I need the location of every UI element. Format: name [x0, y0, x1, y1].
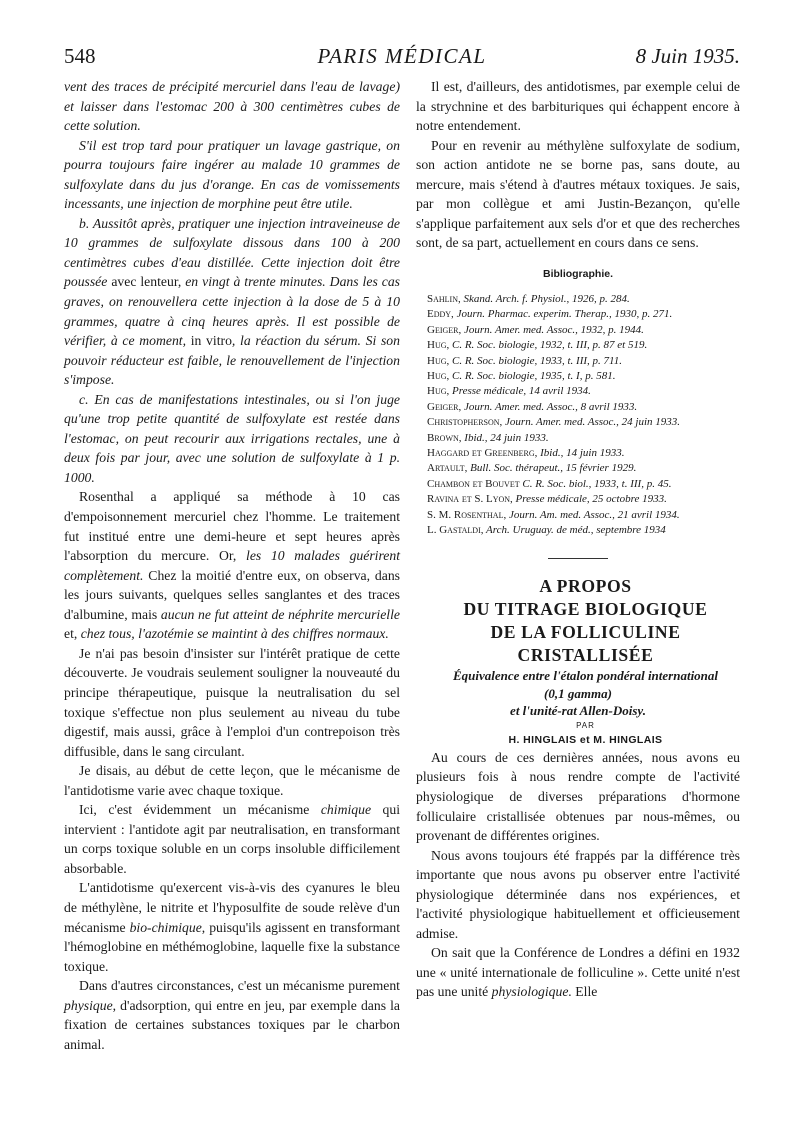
text-span: chimique — [320, 802, 372, 818]
bibliography-entry — [416, 400, 740, 415]
page-number: 548 — [64, 44, 96, 68]
reference-source: Journ. Amer. med. Assoc., 1932, p. 1944. — [461, 323, 644, 336]
text-span: On sait que la Conférence de Londres a défini en 1932 une « unité internationale de folliculine ». Cette unité n'est pas une unité — [416, 945, 740, 1000]
journal-title: PARIS MÉDICAL — [317, 44, 487, 68]
reference-source: Journ. Amer. med. Assoc., 8 avril 1933. — [461, 400, 638, 413]
bibliography-title: Bibliographie. — [542, 267, 613, 280]
reference-source: Arch. Uruguay. de méd., septembre 1934 — [483, 524, 666, 537]
text-span: qui intervient : l'antidote agit par neutralisation, en transformant un corps toxique soluble en un corps insoluble difficilement absorbable. — [64, 802, 401, 876]
subtitle-line: et l'unité-rat Allen-Doisy. — [510, 703, 646, 719]
text-span: , puisqu'ils agissent en transformant l'hémoglobine en méthémoglobine, laquelle fixe la substance toxique. — [64, 919, 400, 974]
bibliography-entry — [416, 523, 740, 538]
text-span: avec lenteur, — [107, 274, 186, 290]
reference-author: L. Gastaldi, — [427, 524, 484, 537]
article-title-line: A PROPOS — [539, 576, 632, 597]
paragraph: Nous avons toujours été frappés par la différence très importante que nous avons pu observer entre l'activité physiologique déterminée dans nos expériences, et l'activité physiologique habituellement et officieusement admise. — [416, 847, 740, 941]
bibliography-entry — [416, 369, 740, 384]
reference-source: C. R. Soc. biologie, 1935, t. I, p. 581. — [449, 369, 616, 382]
reference-author: Hug, — [427, 369, 450, 382]
section-divider — [548, 558, 608, 559]
bibliography-entry — [416, 384, 740, 399]
text-span: , la réaction du sérum. Si son pouvoir réducteur est faible, le renouvellement de l'injection s'impose. — [64, 333, 400, 388]
reference-source: Journ. Amer. med. Assoc., 24 juin 1933. — [502, 416, 681, 429]
paragraph: Il est, d'ailleurs, des antidotismes, par exemple celui de la strychnine et des barbituriques qui échappent encore à notre entendement. — [416, 79, 740, 134]
right-column — [416, 77, 740, 1002]
text-span: Ici, c'est évidemment un mécanisme — [79, 802, 321, 818]
reference-source: Presse médicale, 25 octobre 1933. — [512, 493, 667, 506]
paragraph — [64, 800, 400, 878]
reference-source: Ibid., 24 juin 1933. — [461, 431, 549, 444]
reference-author: Eddy, — [427, 308, 454, 321]
text-span: et, — [64, 626, 81, 642]
text-span: en vingt à trente minutes. Dans les cas graves, on renouvellera cette injection à la dose de 5 à 10 grammes, quatre à cinq heures après. Il est possible de vérifier, à ce moment, — [64, 274, 400, 349]
paragraph: Je disais, au début de cette leçon, que le mécanisme de l'antidotisme varie avec chaque toxique. — [64, 763, 400, 798]
paragraph: S'il est trop tard pour pratiquer un lavage gastrique, on pourra toujours faire ingérer au malade 10 grammes de sulfoxylate dans du jus d'orange. En cas de vomissements incessants, une injection de morphine peut être utile. — [64, 137, 400, 212]
reference-author: S. M. Rosenthal, — [427, 508, 507, 521]
bibliography-entry — [416, 431, 740, 446]
bibliography-entry — [416, 492, 740, 507]
bibliography-entry — [416, 338, 740, 353]
paragraph: vent des traces de précipité mercuriel dans l'eau de lavage) et laisser dans l'estomac 200 à 300 centimètres cubes de cette solution. — [64, 79, 400, 134]
reference-author: Artault, — [427, 462, 468, 475]
paragraph — [64, 976, 400, 1054]
paragraph — [416, 943, 740, 1002]
reference-source: Skand. Arch. f. Physiol., 1926, p. 284. — [460, 292, 630, 305]
paragraph: Je n'ai pas besoin d'insister sur l'intérêt pratique de cette découverte. Je voudrais seulement souligner la nouveauté du principe thérapeutique, puisque la neutralisation du sel toxique s'effectue non plus seulement au niveau du tube digestif, mais aussi, grâce à l'emploi d'un contrepoison très diffusible, dans le sang circulant. — [64, 645, 400, 759]
reference-author: Haggard et Greenberg, — [427, 446, 538, 459]
bibliography-entry — [416, 307, 740, 322]
text-span: physique — [64, 997, 113, 1013]
reference-author: Hug, — [427, 354, 450, 367]
bibliography-entry — [416, 415, 740, 430]
reference-source: Journ. Am. med. Assoc., 21 avril 1934. — [506, 508, 680, 521]
reference-source: Ibid., 14 juin 1933. — [537, 446, 625, 459]
text-span: Dans d'autres circonstances, c'est un mécanisme purement — [79, 978, 400, 994]
reference-author: Ravina et S. Lyon, — [427, 493, 513, 506]
bibliography-entry — [416, 323, 740, 338]
text-span: Rosenthal a appliqué sa méthode à 10 cas d'empoisonnement mercuriel chez l'homme. Le traitement fut institué entre une demi-heure et sept heures après l'absorption du mercure. Or, — [64, 489, 400, 564]
paragraph — [64, 878, 400, 976]
bibliography-entry — [416, 508, 740, 523]
running-header — [64, 44, 740, 78]
reference-source: Presse médicale, 14 avril 1934. — [449, 385, 591, 398]
left-column — [64, 77, 400, 1054]
bibliography-entry — [416, 292, 740, 307]
reference-source: C. R. Soc. biologie, 1932, t. III, p. 87 et 519. — [449, 339, 648, 352]
reference-author: Geiger, — [427, 323, 462, 336]
text-span: bio-chimique — [129, 919, 202, 935]
reference-author: Christopherson, — [427, 416, 503, 429]
bibliography-list — [416, 292, 740, 539]
byline-par: PAR — [576, 720, 595, 730]
subtitle-line: Équivalence entre l'étalon pondéral international — [452, 668, 719, 684]
issue-date: 8 Juin 1935. — [635, 44, 740, 68]
text-span: Elle — [571, 984, 598, 1000]
authors: H. HINGLAIS et M. HINGLAIS — [508, 733, 663, 746]
bibliography-entry — [416, 477, 740, 492]
reference-source: Bull. Soc. thérapeut., 15 février 1929. — [467, 462, 637, 475]
subtitle-line: (0,1 gamma) — [544, 685, 612, 701]
article-title-line: DE LA FOLLICULINE — [490, 622, 681, 643]
text-span: b. Aussitôt après, pratiquer une injection intraveineuse de 10 grammes de sulfoxylate dissous dans 100 à 200 centimètres cubes d'eau distillée. Cette injection doit être poussée — [64, 215, 400, 290]
text-span: L'antidotisme qu'exercent vis-à-vis des cyanures le bleu de méthylène, le nitrite et l'hyposulfite de soude relève d'un mécanisme — [64, 880, 400, 935]
text-span: physiologique. — [491, 984, 572, 1000]
article-title-line: DU TITRAGE BIOLOGIQUE — [463, 599, 708, 620]
text-span: chez tous, l'azotémie se maintint à des chiffres normaux. — [80, 626, 389, 642]
paragraph — [64, 487, 400, 643]
text-span: Chez la moitié d'entre eux, on observa, dans les jours suivants, quelques selles sanglantes et des traces d'albumine, mais — [64, 567, 400, 622]
reference-author: Brown, — [427, 431, 462, 444]
reference-source: Journ. Pharmac. experim. Therap., 1930, p. 271. — [453, 308, 673, 321]
paragraph: c. En cas de manifestations intestinales, ou si l'on juge qu'une trop petite quantité de sulfoxylate est restée dans l'estomac, on peut recourir aux irrigations rectales, une à deux fois par jour, avec une solution de sulfoxylate à 1 p. 1000. — [64, 391, 400, 485]
reference-author: Hug, — [427, 339, 450, 352]
paragraph: Au cours de ces dernières années, nous avons eu plusieurs fois à nous rendre compte de l'activité physiologique de diverses préparations d'hormone folliculaire cristallisée obtenues par nous-mêmes, ou provenant de différentes origines. — [416, 749, 740, 844]
article-title-line: CRISTALLISÉE — [517, 645, 654, 666]
reference-author: Geiger, — [427, 400, 462, 413]
reference-author: Chambon et Bouvet — [427, 477, 520, 490]
bibliography-entry — [416, 354, 740, 369]
reference-source: C. R. Soc. biologie, 1933, t. III, p. 711. — [449, 354, 622, 367]
text-span: , d'adsorption, qui entre en jeu, par exemple dans la fixation de certaines substances toxiques par le charbon animal. — [64, 997, 400, 1052]
paragraph — [64, 214, 400, 390]
reference-source: C. R. Soc. biol., 1933, t. III, p. 45. — [519, 477, 672, 490]
paragraph: Pour en revenir au méthylène sulfoxylate de sodium, son action antidote ne se borne pas, sans doute, au mercure, mais s'étend à d'autres métaux toxiques. Je sais, par mon collègue et ami Justin-Bezançon, qu'elle s'applique parfaitement aux sels d'or et que des recherches sont, de sa part, actuellement en cours dans ce sens. — [416, 137, 740, 251]
reference-author: Hug, — [427, 385, 450, 398]
bibliography-entry — [416, 446, 740, 461]
text-span: in vitro — [190, 333, 232, 349]
text-span: les 10 malades guérirent complètement. — [64, 548, 401, 583]
text-span: aucun ne fut atteint de néphrite mercurielle — [160, 606, 400, 622]
reference-author: Sahlin, — [427, 292, 461, 305]
bibliography-entry — [416, 461, 740, 476]
article-subtitle — [416, 667, 740, 720]
